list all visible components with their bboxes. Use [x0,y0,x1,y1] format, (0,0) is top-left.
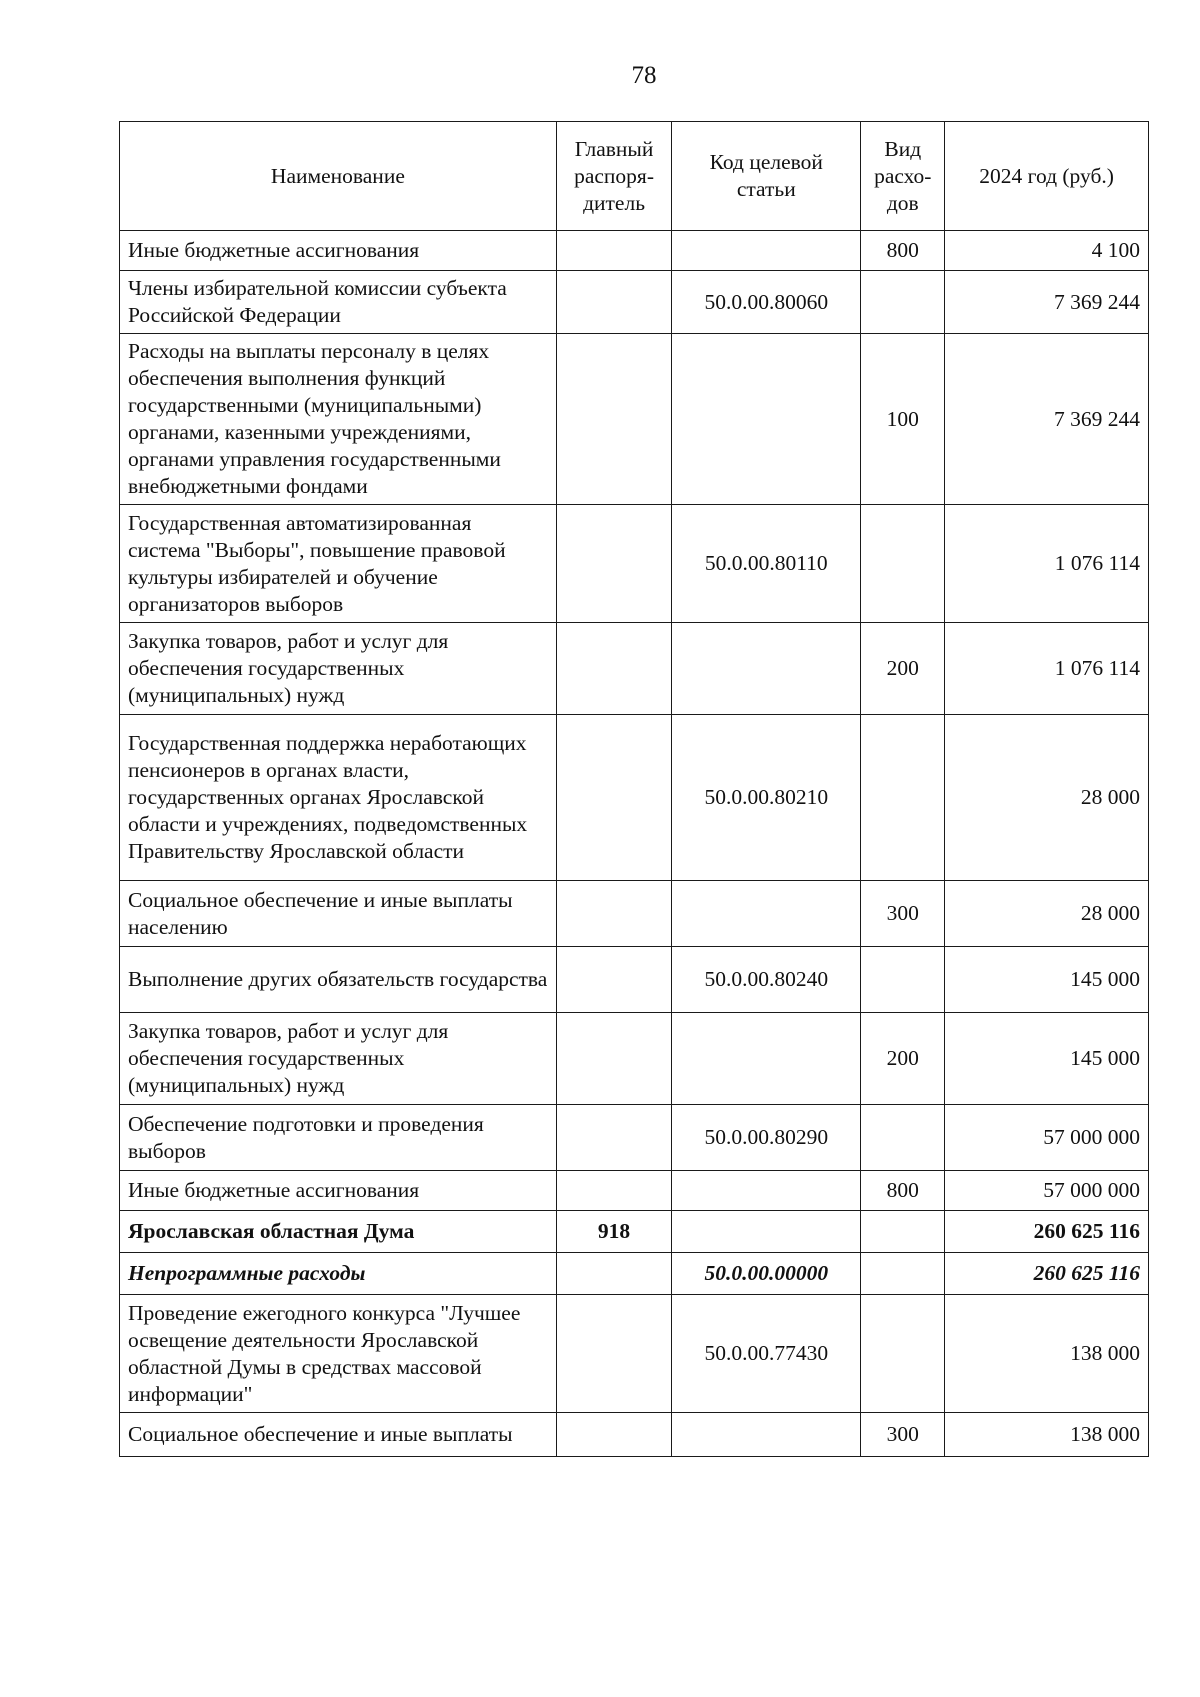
header-owner: Главный распоря-дитель [556,122,671,231]
cell-code: 50.0.00.80060 [672,271,861,334]
cell-code [672,1013,861,1105]
cell-owner [556,623,671,715]
cell-amount: 57 000 000 [945,1171,1149,1211]
table-row [120,1171,1149,1211]
cell-amount: 28 000 [945,715,1149,881]
cell-code: 50.0.00.00000 [672,1253,861,1295]
cell-amount: 260 625 116 [945,1253,1149,1295]
cell-name: Государственная автоматизированная система "Выборы", повышение правовой культуры избирателей и обучение организаторов выборов [120,505,557,623]
cell-owner [556,1295,671,1413]
cell-code: 50.0.00.77430 [672,1295,861,1413]
cell-kind [861,715,945,881]
cell-kind: 100 [861,334,945,505]
cell-name: Ярославская областная Дума [120,1211,557,1253]
header-amount: 2024 год (руб.) [945,122,1149,231]
cell-amount: 260 625 116 [945,1211,1149,1253]
cell-kind [861,271,945,334]
cell-owner [556,1013,671,1105]
cell-kind [861,947,945,1013]
cell-kind [861,1253,945,1295]
cell-owner [556,1105,671,1171]
cell-kind: 300 [861,881,945,947]
cell-code: 50.0.00.80240 [672,947,861,1013]
cell-kind: 200 [861,1013,945,1105]
cell-owner [556,271,671,334]
cell-name: Иные бюджетные ассигнования [120,1171,557,1211]
cell-owner [556,715,671,881]
table-row [120,947,1149,1013]
table-header-row [120,122,1149,231]
cell-owner: 918 [556,1211,671,1253]
cell-name: Проведение ежегодного конкурса "Лучшее освещение деятельности Ярославской областной Думы в средствах массовой информации" [120,1295,557,1413]
cell-amount: 138 000 [945,1413,1149,1457]
cell-code [672,1211,861,1253]
cell-name: Выполнение других обязательств государства [120,947,557,1013]
cell-name: Иные бюджетные ассигнования [120,231,557,271]
budget-table [119,121,1149,1457]
header-name: Наименование [120,122,557,231]
cell-amount: 7 369 244 [945,334,1149,505]
cell-amount: 138 000 [945,1295,1149,1413]
cell-owner [556,334,671,505]
cell-code: 50.0.00.80210 [672,715,861,881]
cell-code: 50.0.00.80110 [672,505,861,623]
cell-name: Непрограммные расходы [120,1253,557,1295]
cell-owner [556,1413,671,1457]
table-row [120,1013,1149,1105]
table-row [120,505,1149,623]
table-row [120,881,1149,947]
table-row [120,623,1149,715]
cell-kind: 800 [861,231,945,271]
table-row [120,1253,1149,1295]
cell-name: Члены избирательной комиссии субъекта Российской Федерации [120,271,557,334]
cell-code: 50.0.00.80290 [672,1105,861,1171]
header-kind: Вид расхо-дов [861,122,945,231]
cell-amount: 28 000 [945,881,1149,947]
cell-name: Социальное обеспечение и иные выплаты населению [120,881,557,947]
cell-amount: 57 000 000 [945,1105,1149,1171]
cell-kind [861,1295,945,1413]
cell-amount: 4 100 [945,231,1149,271]
table-row [120,715,1149,881]
table-row [120,1105,1149,1171]
cell-code [672,334,861,505]
cell-kind: 300 [861,1413,945,1457]
table-row [120,334,1149,505]
cell-kind: 200 [861,623,945,715]
header-code: Код целевой статьи [672,122,861,231]
cell-kind [861,1211,945,1253]
cell-code [672,1171,861,1211]
cell-owner [556,505,671,623]
cell-owner [556,881,671,947]
cell-kind: 800 [861,1171,945,1211]
cell-owner [556,231,671,271]
cell-amount: 145 000 [945,1013,1149,1105]
table-row [120,1413,1149,1457]
cell-code [672,623,861,715]
cell-code [672,1413,861,1457]
cell-name: Закупка товаров, работ и услуг для обеспечения государственных (муниципальных) нужд [120,623,557,715]
page-number: 78 [631,62,657,89]
cell-amount: 1 076 114 [945,505,1149,623]
cell-owner [556,1171,671,1211]
cell-owner [556,1253,671,1295]
cell-name: Обеспечение подготовки и проведения выборов [120,1105,557,1171]
cell-owner [556,947,671,1013]
table-row [120,1211,1149,1253]
cell-name: Социальное обеспечение и иные выплаты [120,1413,557,1457]
cell-kind [861,1105,945,1171]
cell-amount: 1 076 114 [945,623,1149,715]
table-body [120,231,1149,1457]
cell-code [672,881,861,947]
cell-name: Государственная поддержка неработающих пенсионеров в органах власти, государственных органах Ярославской области и учреждениях, подведомственных Правительству Ярославской области [120,715,557,881]
cell-kind [861,505,945,623]
table-row [120,1295,1149,1413]
cell-name: Закупка товаров, работ и услуг для обеспечения государственных (муниципальных) нужд [120,1013,557,1105]
cell-code [672,231,861,271]
table-row [120,271,1149,334]
table-row [120,231,1149,271]
cell-amount: 145 000 [945,947,1149,1013]
cell-amount: 7 369 244 [945,271,1149,334]
cell-name: Расходы на выплаты персоналу в целях обеспечения выполнения функций государственными (муниципальными) органами, казенными учреждениями, органами управления государственными внебюджетными фондами [120,334,557,505]
